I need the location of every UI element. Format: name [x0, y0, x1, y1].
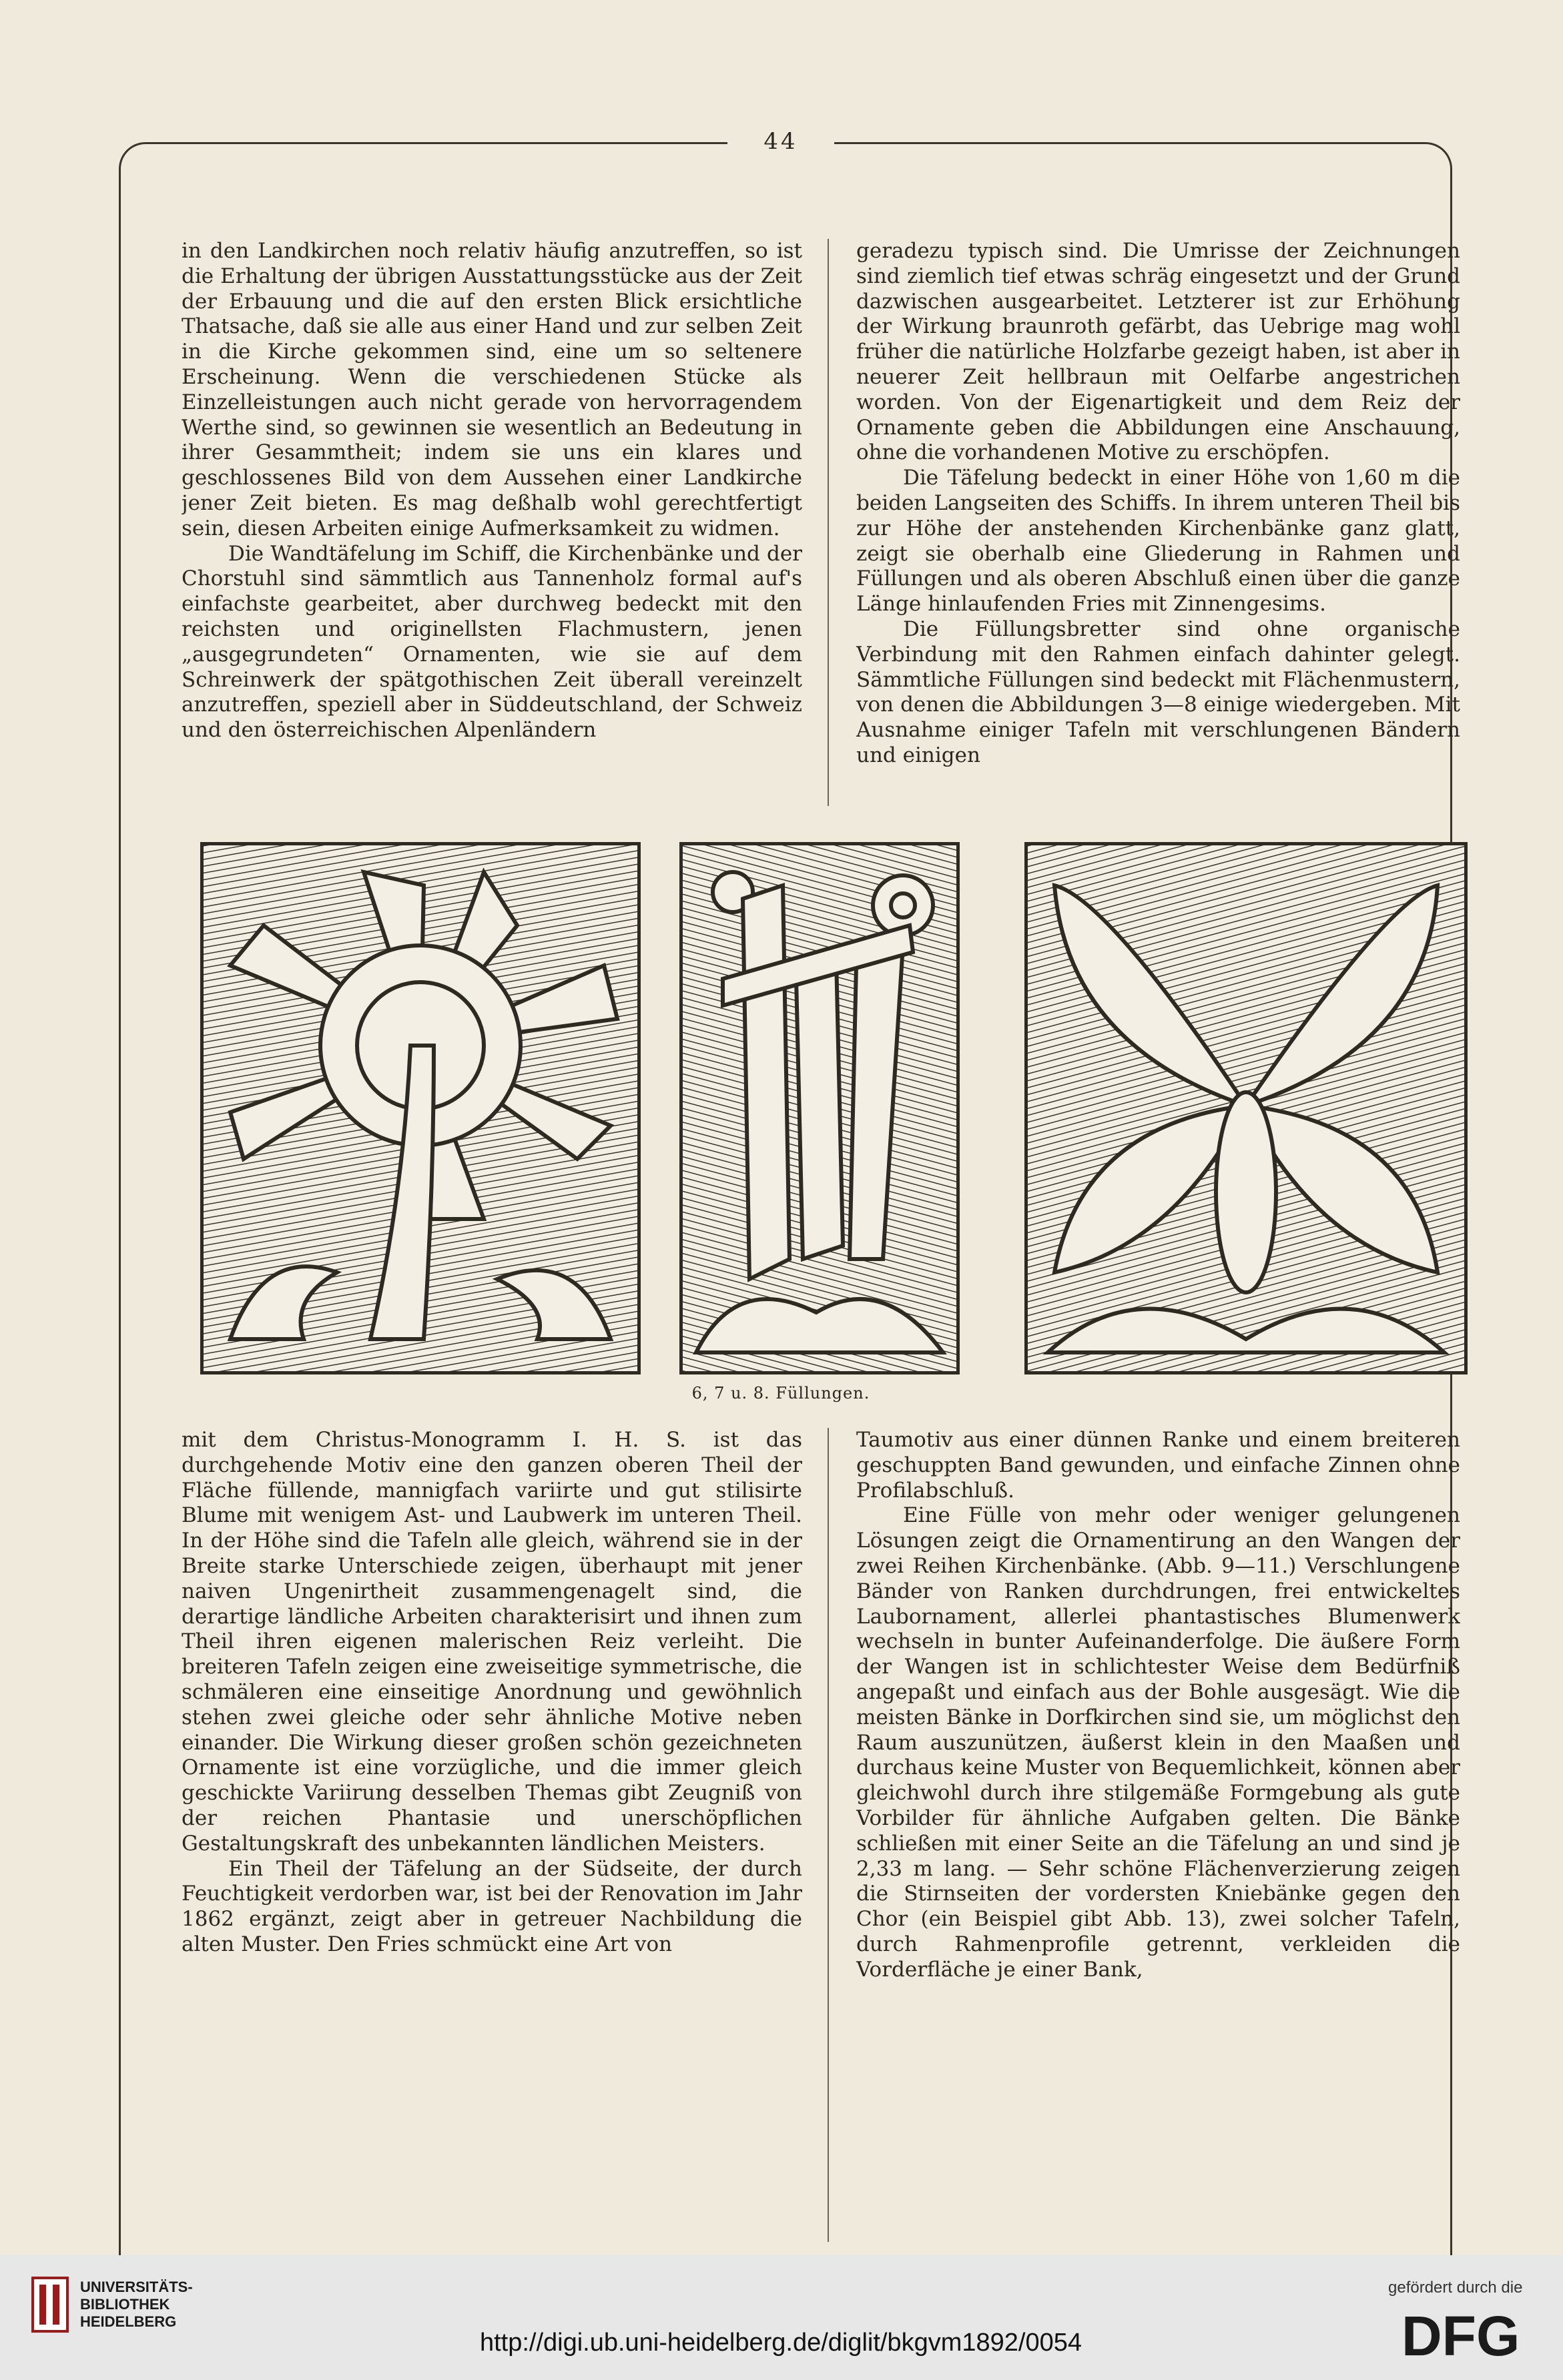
butterfly-ornament-figure	[1028, 845, 1464, 1371]
library-name: UNIVERSITÄTS- BIBLIOTHEK HEIDELBERG	[80, 2279, 193, 2330]
illustration-panel-8	[1024, 842, 1468, 1374]
paragraph: Taumotiv aus einer dünnen Ranke und einem breiteren geschuppten Band gewunden, und einfache Zinnen ohne Profilabschluß.	[856, 1428, 1460, 1503]
paragraph: Die Füllungsbretter sind ohne organische Verbindung mit den Rahmen einfach dahinter gelegt. Sämmtliche Füllungen sind bedeckt mit Flächenmustern, von denen die Abbildungen 3—8 einige wiedergeben. Mit Ausnahme einiger Tafeln mit verschlungenen Bändern und einigen	[856, 617, 1460, 767]
ihs-monogram-figure	[683, 845, 956, 1371]
column-divider	[828, 1428, 829, 2242]
paragraph: Eine Fülle von mehr oder weniger gelungenen Lösungen zeigt die Ornamentirung an den Wangen der zwei Reihen Kirchenbänke. (Abb. 9—11.) Verschlungene Bänder von Ranken durchdrungen, frei entwickeltes Laubornament, allerlei phantastisches Blumenwerk wechseln in bunter Aufeinanderfolge. Die äußere Form der Wangen ist in schlichtester Weise dem Bedürfniß angepaßt und einfach aus der Bohle ausgesägt. Wie die meisten Bänke in Dorfkirchen sind sie, um möglichst den Raum auszunützen, äußerst klein in den Maaßen und durchaus keine Muster von Bequemlichkeit, können aber gleichwohl durch ihre stilgemäße Formgebung als gute Vorbilder für ähnliche Aufgaben gelten. Die Bänke schließen mit einer Seite an die Täfelung an und sind je 2,33 m lang. — Sehr schöne Flächenverzierung zeigen die Stirnseiten der vordersten Kniebänke gegen den Chor (ein Beispiel gibt Abb. 13), zwei solcher Tafeln, durch Rahmenprofile getrennt, verkleiden die Vorderfläche je einer Bank,	[856, 1503, 1460, 1982]
paragraph: in den Landkirchen noch relativ häufig anzutreffen, so ist die Erhaltung der übrigen Ausstattungsstücke aus der Zeit der Erbauung und die auf den ersten Blick ersichtliche Thatsache, daß sie alle aus einer Hand und zur selben Zeit in die Kirche gekommen sind, eine um so seltenere Erscheinung. Wenn die verschiedenen Stücke als Einzelleistungen auch nicht gerade von hervorragendem Werthe sind, so gewinnen sie wesentlich an Bedeutung in ihrer Gesammtheit; indem sie uns ein klares und geschlossenes Bild von dem Aussehen einer Landkirche jener Zeit bieten. Es mag deßhalb wohl gerechtfertigt sein, diesen Arbeiten einige Aufmerksamkeit zu widmen.	[182, 239, 802, 540]
flower-ornament-figure	[204, 845, 637, 1371]
dfg-logo-icon	[1401, 2309, 1542, 2362]
paragraph: mit dem Christus-Monogramm I. H. S. ist das durchgehende Motiv eine den ganzen oberen Theil der Fläche füllende, mannigfach variirte und gut stilisirte Blume mit wenigem Ast- und Laubwerk im unteren Theil. In der Höhe sind die Tafeln alle gleich, während sie in der Breite starke Unterschiede zeigen, überhaupt mit jener naiven Ungenirtheit zusammengenagelt sind, die derartige ländliche Arbeiten charakterisirt und ihnen zum Theil ihren eigenen malerischen Reiz verleiht. Die breiteren Tafeln zeigen eine zweiseitige symmetrische, die schmäleren eine einseitige Anordnung und gewöhnlich stehen zwei gleiche oder sehr ähnliche Motive neben einander. Die Wirkung dieser großen schön gezeichneten Ornamente ist eine vorzügliche, und die immer gleich geschickte Variirung desselben Themas gibt Zeugniß von der reichen Phantasie und unerschöpflichen Gestaltungskraft des unbekannten ländlichen Meisters.	[182, 1428, 802, 1856]
paragraph: Die Täfelung bedeckt in einer Höhe von 1,60 m die beiden Langseiten des Schiffs. In ihrem unteren Theil bis zur Höhe der anstehenden Kirchenbänke ganz glatt, zeigt sie oberhalb eine Gliederung in Rahmen und Füllungen und als oberen Abschluß einen über die ganze Länge hinlaufenden Fries mit Zinnengesims.	[856, 466, 1460, 617]
svg-text:DFG: DFG	[1401, 2309, 1520, 2362]
paragraph: Die Wandtäfelung im Schiff, die Kirchenbänke und der Chorstuhl sind sämmtlich aus Tannenholz formal auf's einfachste gearbeitet, aber durchweg bedeckt mit den reichsten und originellsten Flachmustern, jenen „ausgegrundeten“ Ornamenten, wie sie auf dem Schreinwerk der spätgothischen Zeit überall vereinzelt anzutreffen, speziell aber in Süddeutschland, der Schweiz und den österreichischen Alpenländern	[182, 541, 802, 743]
figure-caption: 6, 7 u. 8. Füllungen.	[691, 1384, 870, 1403]
text-column-top-left	[182, 239, 802, 806]
illustration-panel-7	[679, 842, 960, 1374]
paragraph: geradezu typisch sind. Die Umrisse der Zeichnungen sind ziemlich tief etwas schräg eingesetzt und der Grund dazwischen ausgearbeitet. Letzterer ist zur Erhöhung der Wirkung braunroth gefärbt, das Uebrige mag wohl früher die natürliche Holzfarbe gezeigt haben, ist aber in neuerer Zeit hellbraun mit Oelfarbe angestrichen worden. Von der Eigenartigkeit und dem Reiz der Ornamente geben die Abbildungen eine Anschauung, ohne die vorhandenen Motive zu erschöpfen.	[856, 239, 1460, 465]
illustration-panel-6	[200, 842, 641, 1374]
digitization-footer	[0, 2255, 1563, 2380]
column-divider	[828, 239, 829, 806]
funded-by-label: gefördert durch die	[1388, 2279, 1523, 2297]
text-column-bottom-left	[182, 1428, 802, 2242]
paragraph: Ein Theil der Täfelung an der Südseite, der durch Feuchtigkeit verdorben war, ist bei der Renovation im Jahr 1862 ergänzt, zeigt aber in getreuer Nachbildung die alten Muster. Den Fries schmückt eine Art von	[182, 1856, 802, 1956]
source-url-link[interactable]: http://digi.ub.uni-heidelberg.de/diglit/bkgvm1892/0054	[479, 2329, 1082, 2357]
text-column-top-right	[856, 239, 1460, 806]
page-number: 44	[727, 128, 834, 155]
library-logo-icon	[30, 2275, 70, 2334]
text-column-bottom-right	[856, 1428, 1460, 2242]
